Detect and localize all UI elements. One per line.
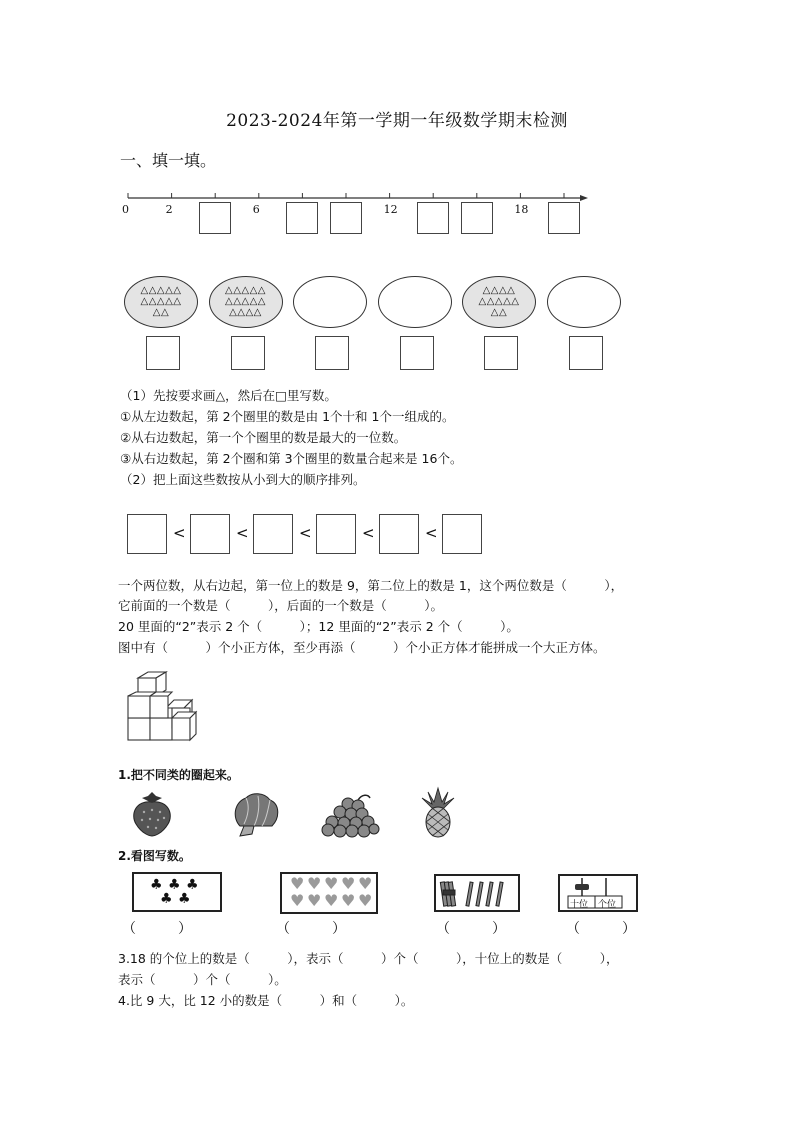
club-icon: ♣ xyxy=(186,877,199,893)
triangle-row: △△△△△ xyxy=(225,296,266,307)
triangle-row: △△△△△ xyxy=(225,285,266,296)
instruction-5: （2）把上面这些数按从小到大的顺序排列。 xyxy=(120,472,366,487)
heart-icon: ♥ xyxy=(307,891,322,910)
hearts-panel xyxy=(280,872,378,914)
order-answer-box[interactable] xyxy=(316,514,356,554)
order-answer-box[interactable] xyxy=(442,514,482,554)
club-icon: ♣ xyxy=(160,891,173,907)
triangle-row: △△ xyxy=(490,307,508,318)
heart-icon: ♥ xyxy=(324,874,339,893)
answer-parens-4[interactable]: （ ） xyxy=(566,921,636,937)
triangle-row: △△△△ xyxy=(482,285,516,296)
number-line-label: 2 xyxy=(165,203,173,216)
abacus-ones-label: 个位 xyxy=(598,900,617,910)
question-cubes: 图中有（ ）个小正方体，至少再添（ ）个小正方体才能拼成一个大正方体。 xyxy=(118,640,606,655)
question-1-heading: 1.把不同类的圈起来。 xyxy=(118,768,239,782)
less-than-sign: < xyxy=(362,524,375,542)
grapes-icon xyxy=(318,792,380,838)
number-line-answer-box[interactable] xyxy=(199,202,231,234)
club-icon: ♣ xyxy=(150,877,163,893)
number-line-answer-box[interactable] xyxy=(286,202,318,234)
circle xyxy=(462,276,536,328)
triangle-row: △△△△△ xyxy=(478,296,520,307)
less-than-sign: < xyxy=(425,524,438,542)
question-4: 4.比 9 大，比 12 小的数是（ ）和（ ）。 xyxy=(118,993,414,1008)
heart-icon: ♥ xyxy=(358,891,373,910)
answer-parens-2[interactable]: （ ） xyxy=(276,921,346,937)
sticks-icon xyxy=(436,876,518,910)
circle xyxy=(293,276,367,328)
less-than-sign: < xyxy=(236,524,249,542)
triangle-row: △△△△△ xyxy=(140,285,182,296)
instruction-3: ②从右边数起，第一个个圈里的数是最大的一位数。 xyxy=(120,430,407,445)
heart-icon: ♥ xyxy=(307,874,322,893)
circle-answer-box[interactable] xyxy=(484,336,518,370)
triangle-row: △△△△ xyxy=(229,307,262,318)
question-2-heading: 2.看图写数。 xyxy=(118,849,191,863)
order-answer-box[interactable] xyxy=(379,514,419,554)
circle xyxy=(124,276,198,328)
number-line-answer-box[interactable] xyxy=(548,202,580,234)
section-heading: 一、填一填。 xyxy=(120,151,217,170)
club-icon: ♣ xyxy=(168,877,181,893)
order-answer-box[interactable] xyxy=(127,514,167,554)
sticks-panel xyxy=(434,874,520,912)
less-than-sign: < xyxy=(173,524,186,542)
triangle-row: △△ xyxy=(152,307,170,318)
triangle-row: △△△△△ xyxy=(140,296,182,307)
order-answer-box[interactable] xyxy=(253,514,293,554)
number-line-label: 12 xyxy=(383,203,398,216)
number-line-answer-box[interactable] xyxy=(461,202,493,234)
page-title: 2023-2024年第一学期一年级数学期末检测 xyxy=(226,111,568,131)
heart-icon: ♥ xyxy=(290,874,305,893)
number-line-label: 0 xyxy=(122,203,129,216)
instruction-1: （1）先按要求画△，然后在□里写数。 xyxy=(120,388,337,403)
abacus-panel xyxy=(558,874,638,912)
heart-icon: ♥ xyxy=(358,874,373,893)
strawberry-icon xyxy=(128,790,176,838)
question-two-digit-line1: 一个两位数，从右边起，第一位上的数是 9，第二位上的数是 1，这个两位数是（ ）， xyxy=(118,578,624,593)
circle-answer-box[interactable] xyxy=(146,336,180,370)
question-3-line1: 3.18 的个位上的数是（ ），表示（ ）个（ ），十位上的数是（ ）， xyxy=(118,951,619,966)
answer-parens-1[interactable]: （ ） xyxy=(122,921,192,937)
heart-icon: ♥ xyxy=(341,874,356,893)
heart-icon: ♥ xyxy=(324,891,339,910)
circle-answer-box[interactable] xyxy=(231,336,265,370)
question-twenty: 20 里面的“2”表示 2 个（ ）；12 里面的“2”表示 2 个（ ）。 xyxy=(118,619,519,634)
instruction-2: ①从左边数起，第 2个圈里的数是由 1个十和 1个一组成的。 xyxy=(120,409,455,424)
less-than-sign: < xyxy=(299,524,312,542)
clubs-panel xyxy=(132,872,222,912)
heart-icon: ♥ xyxy=(290,891,305,910)
number-line-label: 6 xyxy=(252,203,260,216)
order-answer-box[interactable] xyxy=(190,514,230,554)
abacus-tens-label: 十位 xyxy=(570,900,589,910)
number-line-answer-box[interactable] xyxy=(417,202,449,234)
circle-answer-box[interactable] xyxy=(315,336,349,370)
circle xyxy=(547,276,621,328)
number-line-label: 18 xyxy=(514,203,529,216)
answer-parens-3[interactable]: （ ） xyxy=(436,921,506,937)
pineapple-icon xyxy=(418,786,458,838)
cabbage-icon xyxy=(230,790,282,838)
question-two-digit-line2: 它前面的一个数是（ ），后面的一个数是（ ）。 xyxy=(118,598,444,613)
circle xyxy=(209,276,283,328)
circle xyxy=(378,276,452,328)
circle-answer-box[interactable] xyxy=(569,336,603,370)
circle-answer-box[interactable] xyxy=(400,336,434,370)
cubes-figure xyxy=(122,670,202,744)
heart-icon: ♥ xyxy=(341,891,356,910)
question-3-line2: 表示（ ）个（ ）。 xyxy=(118,972,287,987)
instruction-4: ③从右边数起，第 2个圈和第 3个圈里的数量合起来是 16个。 xyxy=(120,451,463,466)
club-icon: ♣ xyxy=(178,891,191,907)
number-line-answer-box[interactable] xyxy=(330,202,362,234)
